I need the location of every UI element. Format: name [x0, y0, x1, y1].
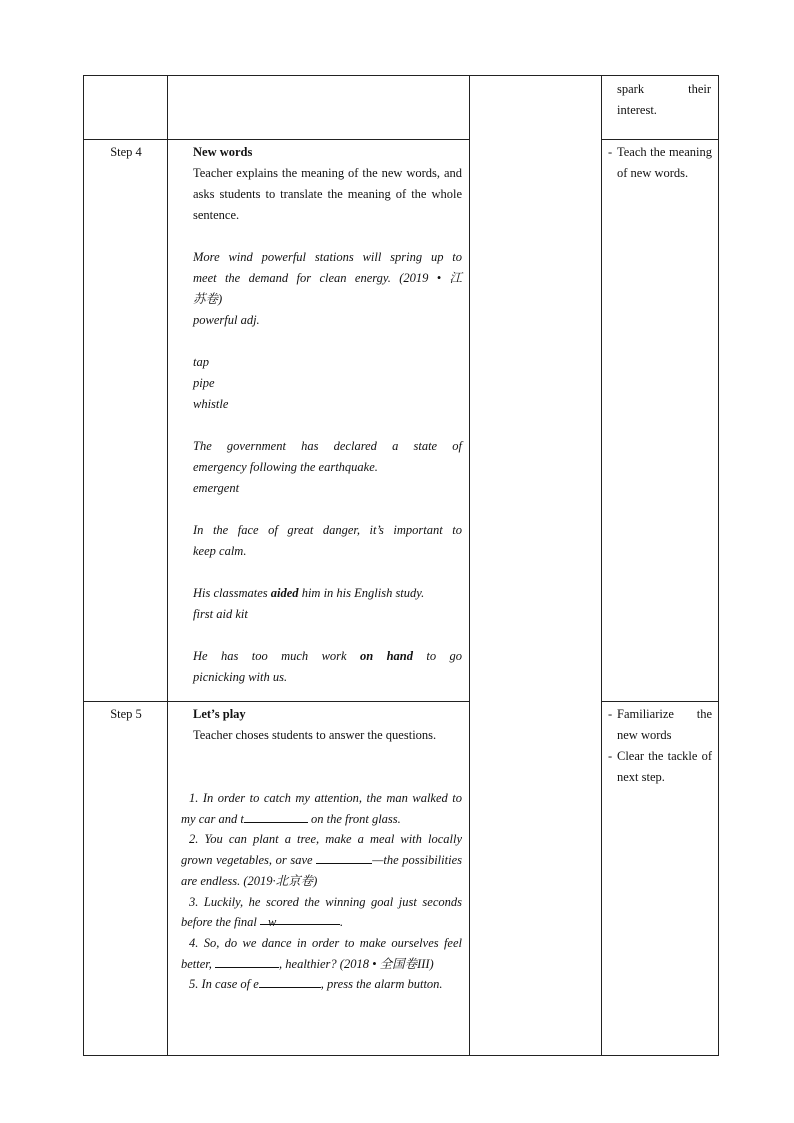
- answer-blank[interactable]: [316, 851, 372, 864]
- example-sentence: He has too much work on hand to go: [193, 649, 462, 663]
- example-sentence: emergency following the earthquake.: [193, 460, 378, 474]
- vocab-word: emergent: [193, 481, 240, 495]
- step-4-content: [193, 142, 462, 688]
- step-5-intro: Teacher choses students to answer the questions.: [193, 728, 437, 742]
- step-4-notes: [608, 142, 712, 184]
- note-line: interest.: [617, 103, 657, 117]
- column-divider-2: [469, 75, 470, 1056]
- table-border-bottom: [83, 1055, 719, 1056]
- step-5-notes: [608, 704, 712, 788]
- vocab-word: pipe: [193, 376, 215, 390]
- answer-blank[interactable]: [244, 810, 308, 823]
- step-4-label: Step 4: [110, 145, 142, 159]
- question-2: 2. You can plant a tree, make a meal with locally grown vegetables, or save —the possibilities are endless. (2019·北京卷): [181, 832, 462, 888]
- example-sentence: meet the demand for clean energy. (2019 • 江: [193, 271, 462, 285]
- step-5-label: Step 5: [110, 707, 142, 721]
- table-border-right: [718, 75, 719, 1056]
- example-sentence: 苏卷): [193, 292, 223, 306]
- example-sentence: picnicking with us.: [193, 670, 288, 684]
- vocab-word: first aid kit: [193, 607, 248, 621]
- example-sentence: His classmates aided him in his English study.: [193, 586, 425, 600]
- vocab-word: whistle: [193, 397, 229, 411]
- note-item: - Familiarize the new words: [608, 707, 712, 742]
- step-5-heading: Let’s play: [193, 707, 246, 721]
- table-border-top: [83, 75, 719, 76]
- vocab-word: powerful adj.: [193, 313, 260, 327]
- note-line: spark their: [617, 82, 711, 96]
- note-item: - Teach the meaning of new words.: [608, 145, 712, 180]
- top-row-notes: [617, 79, 711, 121]
- answer-blank[interactable]: [215, 955, 279, 968]
- step-5-questions: [181, 788, 462, 995]
- column-divider-3: [601, 75, 602, 1056]
- row-divider-left-2: [83, 701, 470, 702]
- vocab-word: tap: [193, 355, 209, 369]
- step-4-intro: Teacher explains the meaning of the new words, and asks students to translate the meaning of the whole sentence.: [193, 166, 462, 222]
- example-sentence: The government has declared a state of: [193, 439, 462, 453]
- row-divider-right-2: [601, 701, 719, 702]
- table-border-left: [83, 75, 84, 1056]
- step-4-heading: New words: [193, 145, 253, 159]
- example-sentence: In the face of great danger, it’s important to: [193, 523, 462, 537]
- column-divider-1: [167, 75, 168, 1056]
- answer-blank[interactable]: [259, 975, 321, 988]
- highlight-word: on hand: [359, 649, 413, 663]
- question-1: 1. In order to catch my attention, the man walked to my car and t on the front glass.: [181, 791, 462, 826]
- question-4: 4. So, do we dance in order to make ourselves feel better, , healthier? (2018 • 全国卷III): [181, 935, 462, 971]
- step-5-intro-block: [193, 704, 462, 746]
- question-3: 3. Luckily, he scored the winning goal just seconds before the final w .: [181, 894, 462, 930]
- example-sentence: keep calm.: [193, 544, 247, 558]
- example-sentence: More wind powerful stations will spring up to: [193, 250, 462, 264]
- row-divider-right-1: [601, 139, 719, 140]
- note-item: - Clear the tackle of next step.: [608, 749, 712, 784]
- question-5: 5. In case of e , press the alarm button.: [189, 977, 443, 992]
- answer-blank[interactable]: w: [260, 912, 340, 925]
- highlight-word: aided: [270, 586, 299, 600]
- row-divider-left-1: [83, 139, 470, 140]
